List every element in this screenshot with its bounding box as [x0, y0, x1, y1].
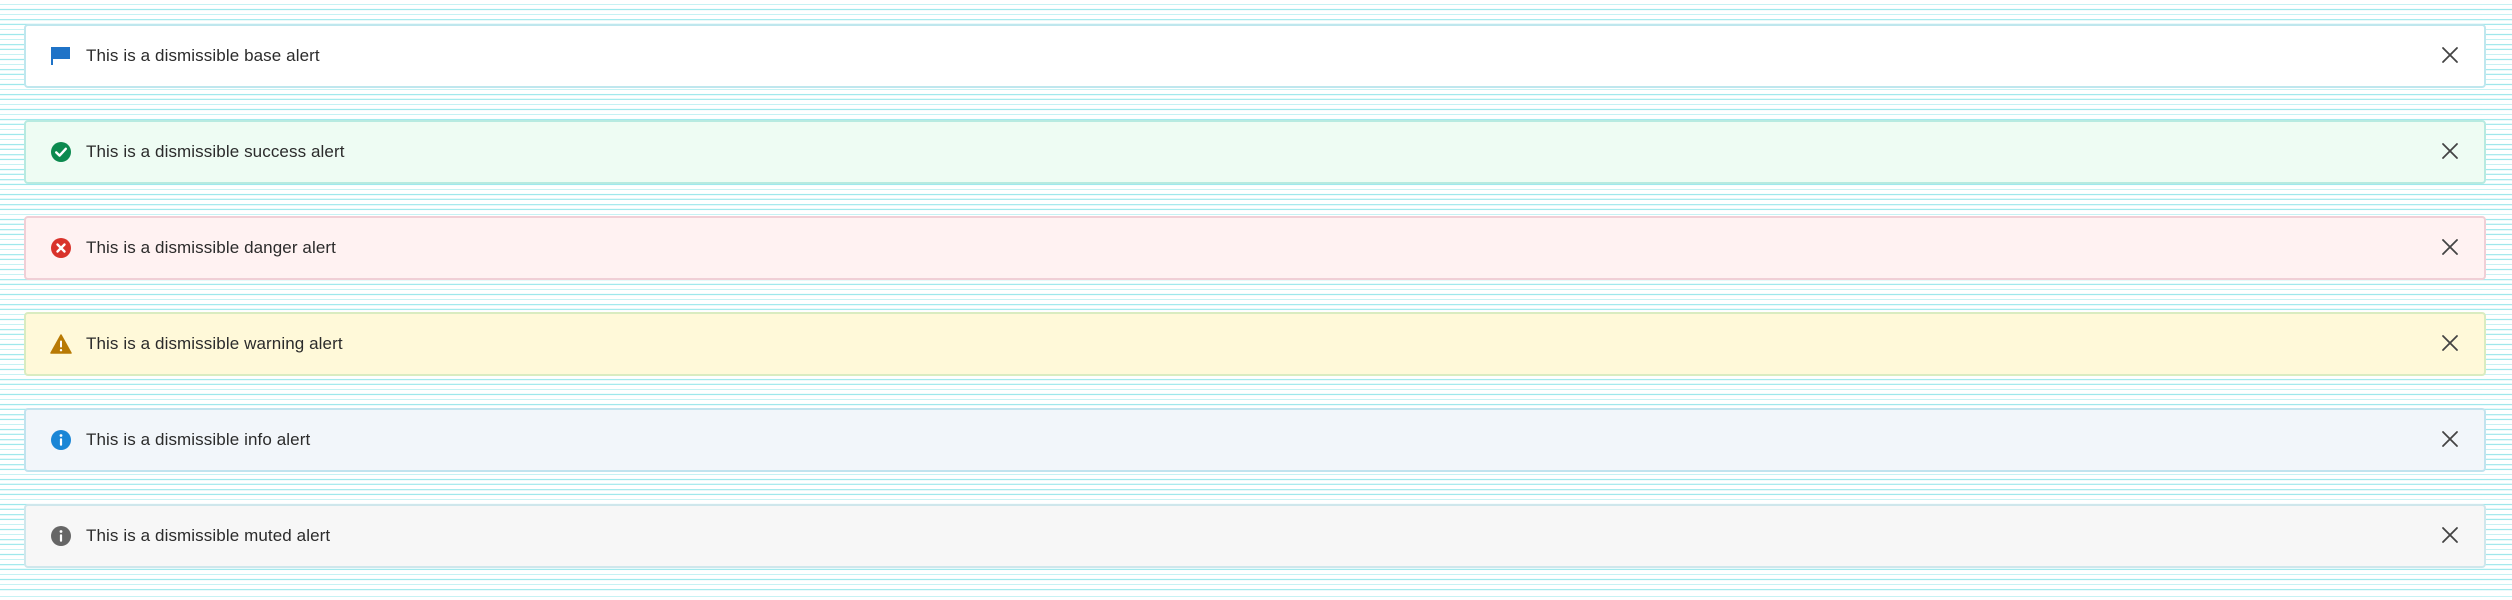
close-button[interactable]	[2436, 42, 2464, 70]
close-button[interactable]	[2436, 522, 2464, 550]
close-button[interactable]	[2436, 138, 2464, 166]
close-icon	[2441, 526, 2459, 547]
flag-icon	[50, 45, 72, 67]
close-button[interactable]	[2436, 330, 2464, 358]
close-icon	[2441, 430, 2459, 451]
alert-message: This is a dismissible base alert	[86, 46, 320, 65]
alert-danger	[24, 216, 2486, 280]
alert-message: This is a dismissible success alert	[86, 142, 345, 161]
alert-base	[24, 24, 2486, 88]
alert-message: This is a dismissible danger alert	[86, 238, 336, 257]
alert-info	[24, 408, 2486, 472]
check-circle-icon	[50, 141, 72, 163]
close-button[interactable]	[2436, 234, 2464, 262]
alert-warning	[24, 312, 2486, 376]
alert-message: This is a dismissible muted alert	[86, 526, 331, 545]
x-circle-icon	[50, 237, 72, 259]
alert-stack	[24, 24, 2486, 600]
info-circle-icon	[50, 525, 72, 547]
close-icon	[2441, 46, 2459, 67]
close-button[interactable]	[2436, 426, 2464, 454]
info-circle-icon	[50, 429, 72, 451]
close-icon	[2441, 142, 2459, 163]
close-icon	[2441, 334, 2459, 355]
alert-success	[24, 120, 2486, 184]
close-icon	[2441, 238, 2459, 259]
alert-message: This is a dismissible warning alert	[86, 334, 343, 353]
alert-message: This is a dismissible info alert	[86, 430, 311, 449]
warning-triangle-icon	[50, 333, 72, 355]
alert-muted	[24, 504, 2486, 568]
